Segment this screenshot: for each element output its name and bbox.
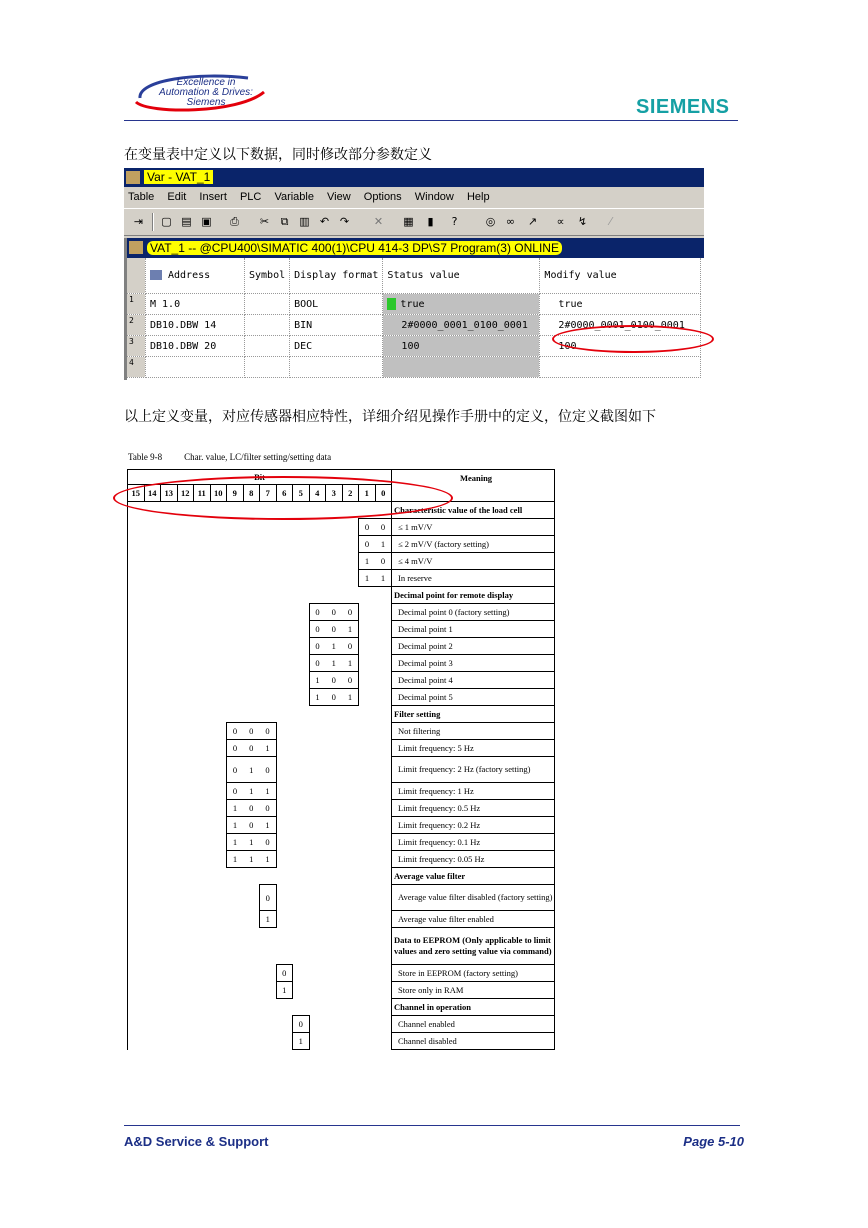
bit-header-highlight-ellipse [113,476,453,520]
accessible-nodes-icon[interactable]: ▦ [403,215,414,228]
bit-spacer [276,817,392,834]
bit-value: 0 [375,553,392,570]
bit-value: 1 [342,655,359,672]
bit-spacer [309,1033,392,1050]
bit-number: 8 [243,485,260,502]
address-cell[interactable]: DB10.DBW 14 [146,315,245,336]
bit-value: 1 [260,817,277,834]
bit-spacer [359,689,392,706]
bit-number: 9 [227,485,244,502]
bit-spacer [128,689,310,706]
meaning-cell: Not filtering [392,723,555,740]
bit-header: Bit [128,470,392,485]
table-row [128,965,555,982]
meaning-cell: ≤ 4 mV/V [392,553,555,570]
help-icon[interactable]: ? [451,215,458,228]
bit-groups [128,502,555,1050]
bit-value: 0 [227,740,244,757]
group-title: Characteristic value of the load cell [392,502,555,519]
bit-number: 11 [194,485,211,502]
menu-insert[interactable]: Insert [199,191,227,203]
bit-number: 2 [342,485,359,502]
bit-value: 0 [326,604,343,621]
bit-spacer [128,800,227,817]
meaning-cell: Average value filter disabled (factory setting) [392,885,555,911]
save-icon[interactable]: ▣ [201,215,212,228]
bit-value: 0 [243,723,260,740]
bit-number: 15 [128,485,145,502]
menu-plc[interactable]: PLC [239,191,262,203]
bit-value: 0 [227,783,244,800]
table-caption [128,452,353,462]
footer-rule [124,1125,740,1126]
bit-value: 1 [309,672,326,689]
bit-value: 0 [260,723,277,740]
group-title: Filter setting [392,706,555,723]
table-number: Table 9-8 [128,452,163,462]
format-cell[interactable] [290,357,383,378]
delete-icon[interactable]: ✕ [373,215,384,228]
meaning-cell: Limit frequency: 0.2 Hz [392,817,555,834]
table-title: Char. value, LC/filter setting/setting data [184,452,332,462]
bit-definition-table [127,469,555,1050]
bit-value: 1 [359,553,376,570]
bit-value: 0 [342,604,359,621]
bit-value: 1 [293,1033,310,1050]
status-cell: true [383,294,540,315]
symbol-cell[interactable] [245,357,290,378]
new-icon[interactable]: ▢ [161,215,172,228]
meaning-cell: Average value filter enabled [392,911,555,928]
bit-spacer [128,604,310,621]
group-title: Average value filter [392,868,555,885]
meaning-cell: Store only in RAM [392,982,555,999]
force-icon[interactable]: ⁄ [609,215,612,228]
table-row [128,570,555,587]
logo-text [146,78,266,108]
pin-icon[interactable]: ⇥ [133,215,144,228]
bit-spacer [128,999,392,1016]
meaning-cell: Decimal point 0 (factory setting) [392,604,555,621]
bit-number: 12 [177,485,194,502]
cut-icon[interactable]: ✂ [259,215,270,228]
table-row [128,672,555,689]
bit-value: 1 [227,800,244,817]
bit-value: 0 [342,672,359,689]
bit-number: 0 [375,485,392,502]
table-row [128,757,555,783]
meaning-cell: Store in EEPROM (factory setting) [392,965,555,982]
meaning-cell: Channel enabled [392,1016,555,1033]
row-number: 3 [127,336,146,357]
meaning-cell: Decimal point 1 [392,621,555,638]
menu-variable[interactable]: Variable [274,191,314,203]
bit-spacer [128,706,392,723]
logo-line-3: Siemens [186,97,226,108]
address-cell[interactable]: DB10.DBW 20 [146,336,245,357]
bit-spacer [128,1033,293,1050]
bit-value: 0 [326,689,343,706]
status-true-indicator [387,298,396,310]
format-cell[interactable]: BOOL [290,294,383,315]
intro-paragraph: 在变量表中定义以下数据，同时修改部分参数定义 [124,147,432,163]
table-row [128,834,555,851]
status-cell: 2#0000_0001_0100_0001 [383,315,540,336]
bit-spacer [128,655,310,672]
meaning-cell: ≤ 1 mV/V [392,519,555,536]
table-row [128,783,555,800]
group-title: Data to EEPROM (Only applicable to limit values and zero setting value via command) [392,928,555,965]
table-row [128,1016,555,1033]
meaning-cell: In reserve [392,570,555,587]
table-row [128,689,555,706]
meaning-cell: Channel disabled [392,1033,555,1050]
table-row [128,621,555,638]
bit-spacer [128,587,392,604]
column-display-format[interactable]: Display format [290,258,383,294]
toolbar [124,208,704,236]
vat-table-window [124,238,704,380]
sort-icon [150,270,162,280]
meaning-cell: Decimal point 4 [392,672,555,689]
modify-value-highlight-ellipse [552,325,714,353]
bit-spacer [128,817,227,834]
menu-window[interactable]: Window [414,191,454,203]
bit-value: 0 [260,800,277,817]
bit-spacer [128,834,227,851]
modify-cell[interactable]: 100 [540,336,701,357]
redo-icon[interactable]: ↷ [339,215,350,228]
bit-value: 1 [309,689,326,706]
bit-value: 0 [309,621,326,638]
bit-spacer [128,672,310,689]
bit-spacer [128,757,227,783]
bit-value: 1 [326,655,343,672]
logo-line-2: Automation & Drives: [159,87,253,98]
bit-value: 1 [342,621,359,638]
bit-value: 0 [276,965,293,982]
bit-number: 7 [260,485,277,502]
open-icon[interactable]: ▤ [181,215,192,228]
header-rule [124,120,738,121]
bit-spacer [309,1016,392,1033]
bit-spacer [293,965,392,982]
bit-value: 1 [227,817,244,834]
bit-spacer [276,851,392,868]
bit-spacer [128,723,227,740]
bit-value: 1 [375,570,392,587]
bit-spacer [276,757,392,783]
group-title-row [128,999,555,1016]
bit-value: 0 [260,757,277,783]
meaning-cell: Limit frequency: 0.5 Hz [392,800,555,817]
bit-spacer [359,604,392,621]
bit-number: 4 [309,485,326,502]
bit-spacer [276,783,392,800]
logo-line-1: Excellence in [176,77,236,88]
bit-value: 1 [243,783,260,800]
group-title: Channel in operation [392,999,555,1016]
bit-spacer [276,723,392,740]
bit-value: 1 [227,851,244,868]
group-title-row [128,706,555,723]
bit-spacer [293,982,392,999]
table-row [128,800,555,817]
variable-table-header [127,258,701,294]
vat-table-title: VAT_1 -- @CPU400\SIMATIC 400(1)\CPU 414-3 DP\S7 Program(3) ONLINE [147,241,562,255]
menu-edit[interactable]: Edit [167,191,187,203]
table-row [128,519,555,536]
bit-spacer [128,519,359,536]
address-cell[interactable]: M 1.0 [146,294,245,315]
bit-value: 1 [326,638,343,655]
table-row [128,851,555,868]
modify-icon[interactable]: ↗ [527,215,538,228]
bit-spacer [276,834,392,851]
bit-spacer [128,536,359,553]
bit-spacer [359,638,392,655]
toolbar-separator [152,213,154,231]
meaning-cell: Decimal point 2 [392,638,555,655]
bit-spacer [128,638,310,655]
column-modify-value[interactable]: Modify value [540,258,701,294]
bit-value: 0 [326,672,343,689]
meaning-cell: Limit frequency: 2 Hz (factory setting) [392,757,555,783]
menu-help[interactable]: Help [466,191,490,203]
trigger-icon[interactable]: ∞ [505,215,516,228]
bit-value: 0 [375,519,392,536]
copy-icon[interactable]: ⧉ [280,215,289,228]
bit-spacer [128,570,359,587]
group-title: Decimal point for remote display [392,587,555,604]
status-cell: 100 [383,336,540,357]
bit-value: 0 [243,800,260,817]
bit-value: 0 [227,723,244,740]
vat-window-title: Var - VAT_1 [144,170,213,184]
bit-value: 1 [260,851,277,868]
group-title-row [128,868,555,885]
bit-spacer [128,783,227,800]
bit-spacer [128,928,392,965]
bit-number: 6 [276,485,293,502]
menu-table[interactable]: Table [128,191,155,203]
bit-value: 1 [227,834,244,851]
bit-value: 0 [243,740,260,757]
table-row [128,885,555,911]
format-cell[interactable]: DEC [290,336,383,357]
table-row [128,604,555,621]
row-number: 1 [127,294,146,315]
bit-value: 0 [227,757,244,783]
meaning-cell: ≤ 2 mV/V (factory setting) [392,536,555,553]
bit-value: 0 [309,655,326,672]
row-number: 4 [127,357,146,378]
bit-value: 0 [260,834,277,851]
bit-value: 1 [260,783,277,800]
bit-number: 14 [144,485,161,502]
bit-spacer [276,885,392,911]
table-row[interactable] [127,294,701,315]
vat-table-titlebar [127,238,704,258]
menu-options[interactable]: Options [363,191,402,203]
bit-value: 0 [326,621,343,638]
bit-value: 1 [342,689,359,706]
status-cell [383,357,540,378]
table-row [128,655,555,672]
table-row [128,817,555,834]
bit-value: 1 [359,570,376,587]
bit-spacer [128,982,277,999]
bit-number: 5 [293,485,310,502]
bit-number: 3 [326,485,343,502]
meaning-cell: Limit frequency: 1 Hz [392,783,555,800]
menu-view[interactable]: View [327,191,351,203]
bit-spacer [128,1016,293,1033]
bit-value: 0 [309,604,326,621]
column-symbol[interactable]: Symbol [245,258,290,294]
table-row [128,553,555,570]
print-icon[interactable]: ⎙ [230,215,239,228]
activate-modify-icon[interactable]: ↯ [577,215,588,228]
bit-value: 1 [260,911,277,928]
bit-spacer [359,672,392,689]
meaning-header: Meaning [392,470,555,502]
bit-spacer [276,740,392,757]
modify-cell[interactable] [540,357,701,378]
meaning-cell: Decimal point 3 [392,655,555,672]
meaning-cell: Limit frequency: 5 Hz [392,740,555,757]
table-row [128,982,555,999]
bit-value: 0 [342,638,359,655]
footer-left: A&D Service & Support [124,1134,269,1149]
column-address[interactable]: Address [146,258,245,294]
bit-value: 0 [359,519,376,536]
bit-spacer [128,868,392,885]
menu-bar [124,188,704,206]
bit-value: 1 [375,536,392,553]
vat-window-titlebar [124,168,704,187]
bit-spacer [128,911,260,928]
bit-value: 1 [260,740,277,757]
bit-spacer [128,851,227,868]
vat-app-icon [126,171,140,184]
undo-icon[interactable]: ↶ [319,215,330,228]
row-number-header [127,258,146,294]
row-number: 2 [127,315,146,336]
column-status-value[interactable]: Status value [383,258,540,294]
bit-value: 0 [293,1016,310,1033]
online-icon[interactable]: ▮ [427,215,434,228]
symbol-cell[interactable] [245,336,290,357]
status-icon[interactable]: ∝ [556,215,565,228]
bit-value: 0 [260,885,277,911]
table-row [128,638,555,655]
table-row [128,536,555,553]
bit-spacer [128,885,260,911]
bit-number: 10 [210,485,227,502]
table-row [128,911,555,928]
table-row [128,740,555,757]
table-row [128,1033,555,1050]
symbol-cell[interactable] [245,315,290,336]
bit-spacer [359,655,392,672]
bit-value: 0 [359,536,376,553]
bit-spacer [128,965,277,982]
meaning-cell: Limit frequency: 0.1 Hz [392,834,555,851]
bit-value: 1 [243,834,260,851]
meaning-cell: Limit frequency: 0.05 Hz [392,851,555,868]
variable-table [127,258,701,378]
modify-cell[interactable]: 2#0000_0001_0100_0001 [540,315,701,336]
vat-table-icon [129,241,143,254]
bit-value: 0 [243,817,260,834]
meaning-cell: Decimal point 5 [392,689,555,706]
bit-value: 0 [309,638,326,655]
group-title-row [128,928,555,965]
monitor-icon[interactable]: ◎ [485,215,496,228]
modify-cell[interactable]: true [540,294,701,315]
symbol-cell[interactable] [245,294,290,315]
bit-spacer [276,800,392,817]
siemens-brand: SIEMENS [636,96,730,118]
bit-value: 1 [243,757,260,783]
table-row[interactable] [127,357,701,378]
address-cell[interactable] [146,357,245,378]
bit-spacer [128,621,310,638]
bit-spacer [276,911,392,928]
bit-spacer [128,740,227,757]
bit-number: 1 [359,485,376,502]
table-row [128,723,555,740]
footer-page-number: Page 5-10 [683,1134,744,1149]
bit-number: 13 [161,485,178,502]
bit-spacer [359,621,392,638]
explanation-paragraph: 以上定义变量，对应传感器相应特性，详细介绍见操作手册中的定义，位定义截图如下 [124,409,656,425]
format-cell[interactable]: BIN [290,315,383,336]
group-title-row [128,587,555,604]
bit-spacer [128,553,359,570]
bit-value: 1 [243,851,260,868]
bit-value: 1 [276,982,293,999]
paste-icon[interactable]: ▥ [299,215,310,228]
